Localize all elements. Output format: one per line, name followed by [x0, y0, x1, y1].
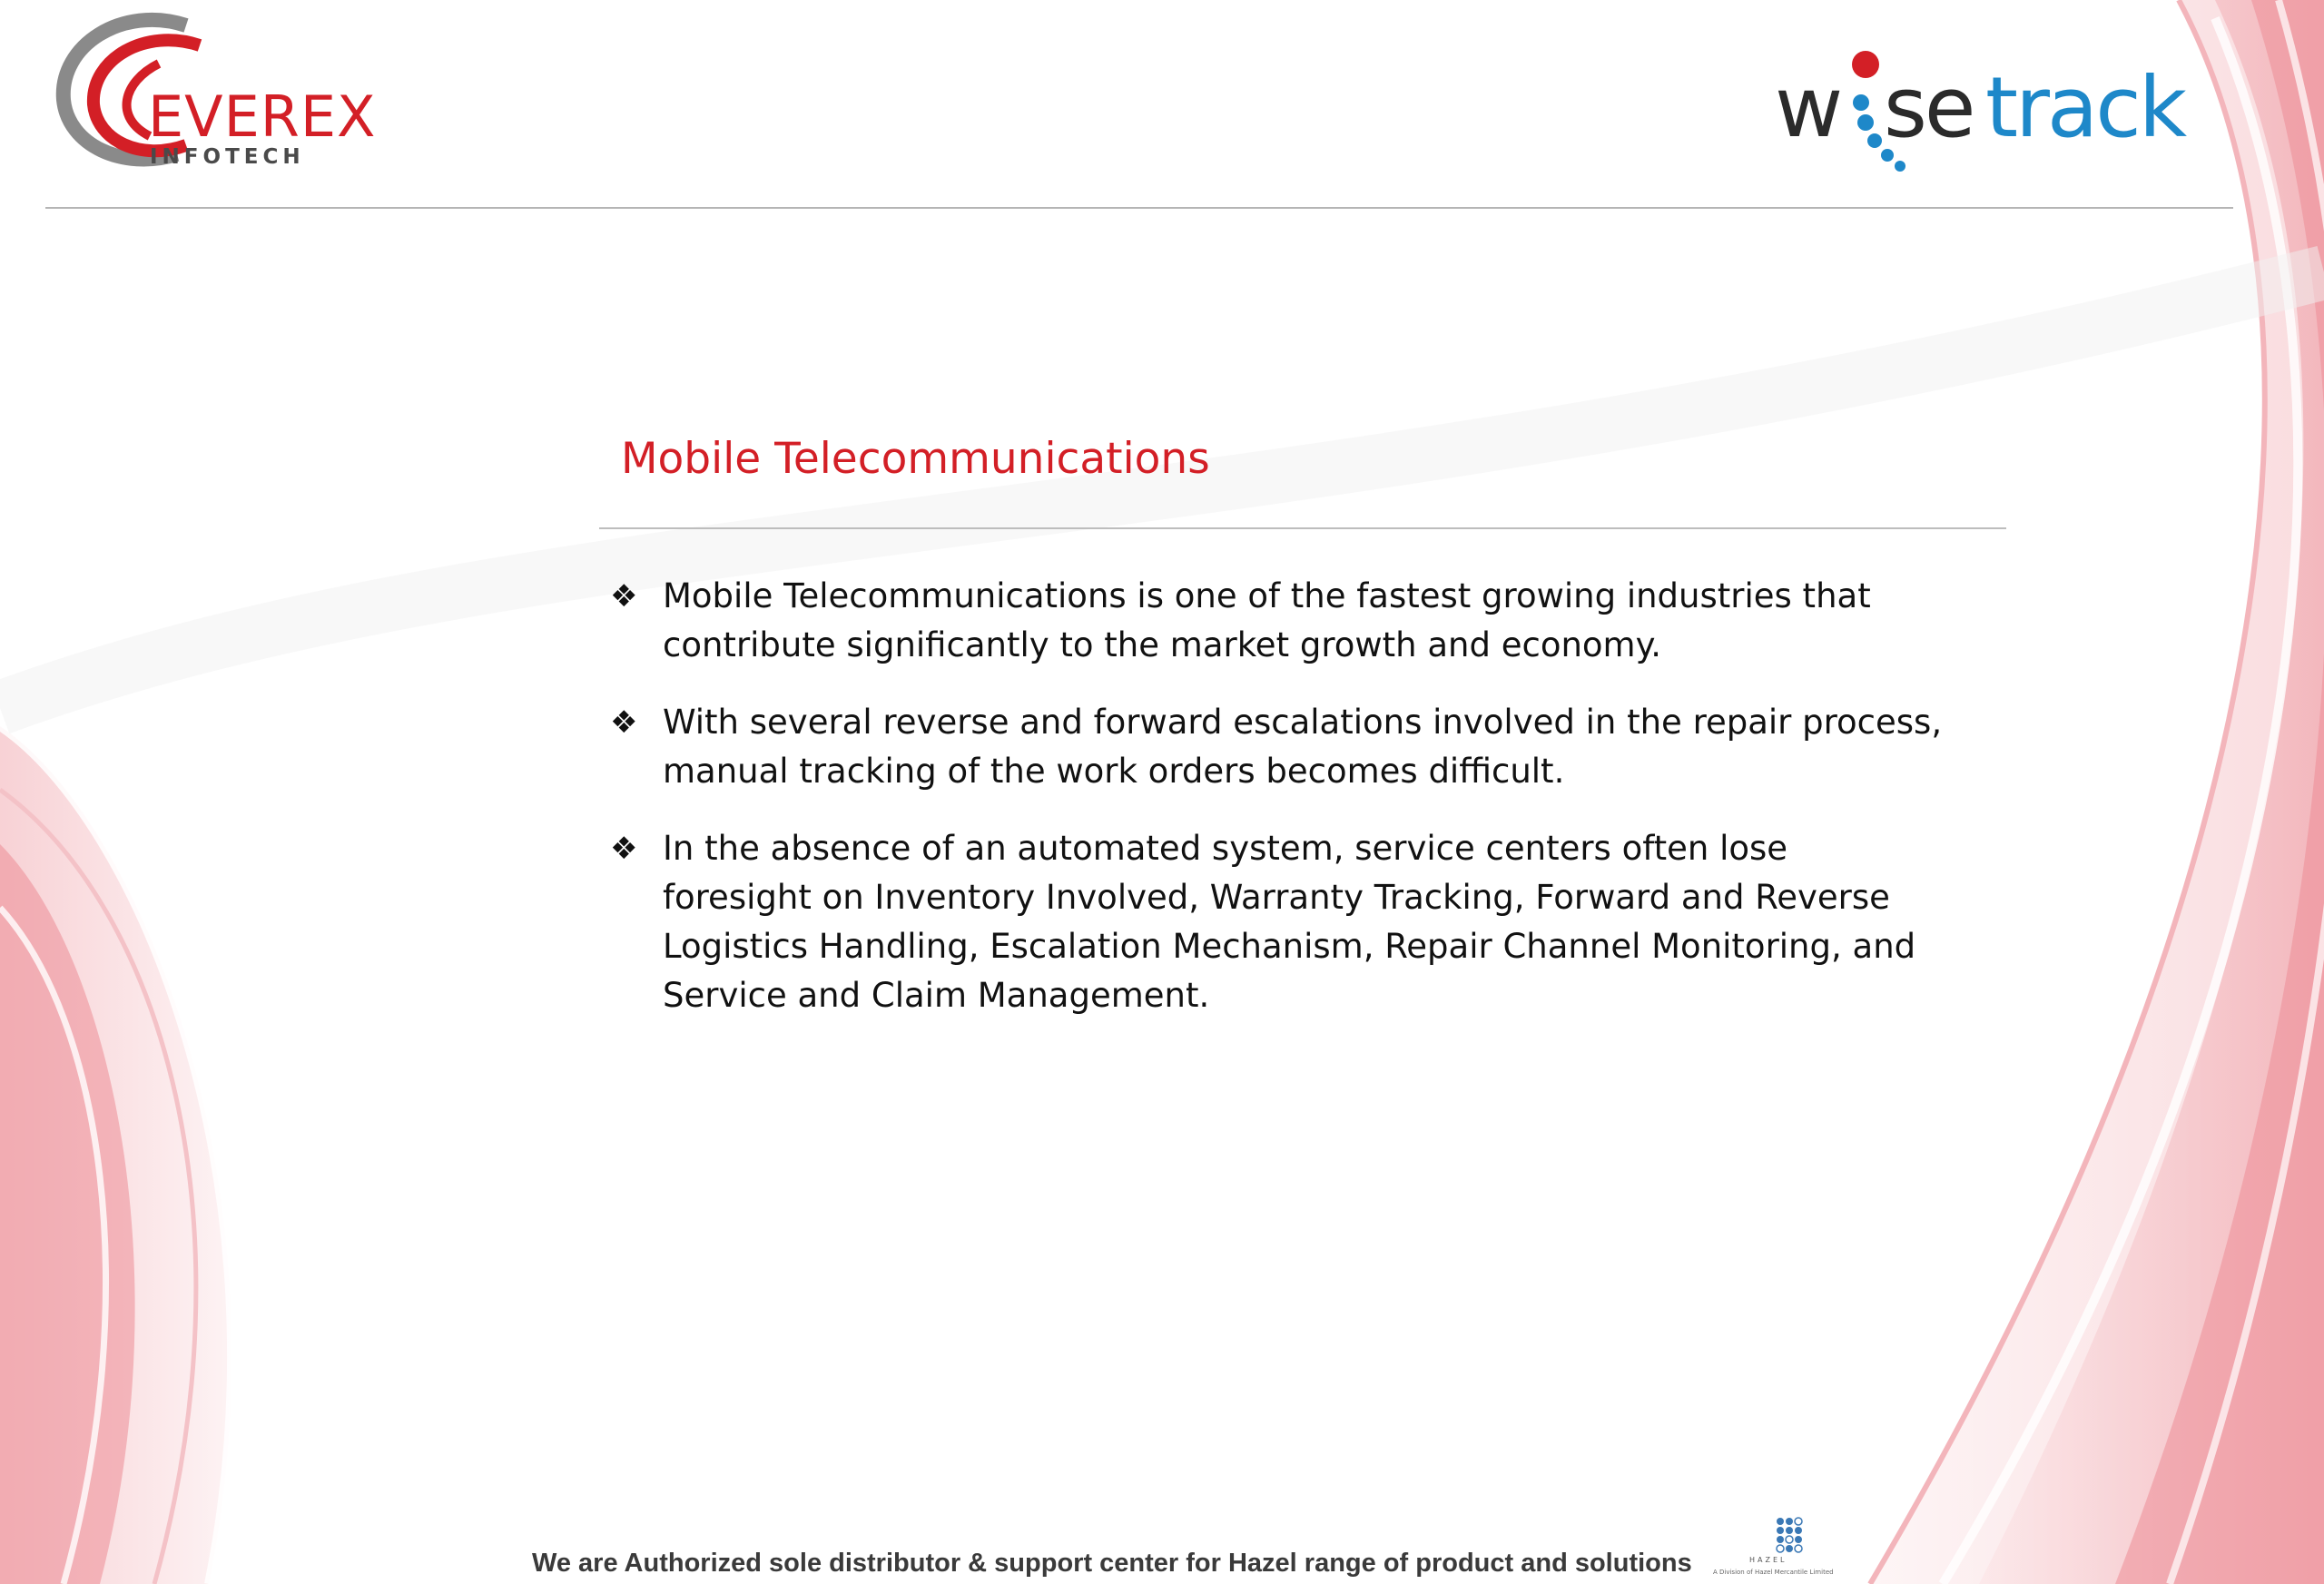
header-divider — [45, 207, 2233, 209]
four-diamond-bullet-icon: ❖ — [610, 704, 638, 741]
bullet-item — [610, 698, 1945, 796]
svg-text:INFOTECH: INFOTECH — [150, 145, 305, 169]
svg-text:HAZEL: HAZEL — [1749, 1556, 1787, 1564]
svg-text:EVEREX: EVEREX — [148, 84, 377, 150]
svg-text:w: w — [1775, 59, 1842, 156]
title-divider — [599, 527, 2006, 529]
bullet-text: Mobile Telecommunications is one of the fastest growing industries that contribute significantly to the market growth and economy. — [663, 576, 1871, 664]
bullet-text: With several reverse and forward escalations involved in the repair process, manual tracking of the work orders becomes difficult. — [663, 703, 1943, 791]
svg-text:track: track — [1985, 59, 2185, 156]
bullet-item — [610, 824, 1945, 1020]
four-diamond-bullet-icon: ❖ — [610, 831, 638, 867]
bullet-text: In the absence of an automated system, service centers often lose foresight on Inventory Involved, Warranty Tracking, Forward and Reverse Logistics Handling, Escalation Mechanism, Repair Channel Monitoring, and Service and Claim Management. — [663, 829, 1916, 1015]
bullet-list — [610, 572, 1945, 1048]
wisetrack-logo — [1775, 41, 2192, 191]
slide-title: Mobile Telecommunications — [621, 434, 1210, 484]
svg-text:se: se — [1884, 59, 1974, 156]
svg-text:A Division of Hazel Mercantile: A Division of Hazel Mercantile Limited — [1713, 1569, 1834, 1576]
four-diamond-bullet-icon: ❖ — [610, 578, 638, 615]
footer-distributor-text: We are Authorized sole distributor & support center for Hazel range of product and solutions — [532, 1549, 1692, 1578]
bullet-item — [610, 572, 1945, 670]
hazel-logo — [1711, 1514, 1875, 1579]
everex-logo — [50, 9, 395, 172]
